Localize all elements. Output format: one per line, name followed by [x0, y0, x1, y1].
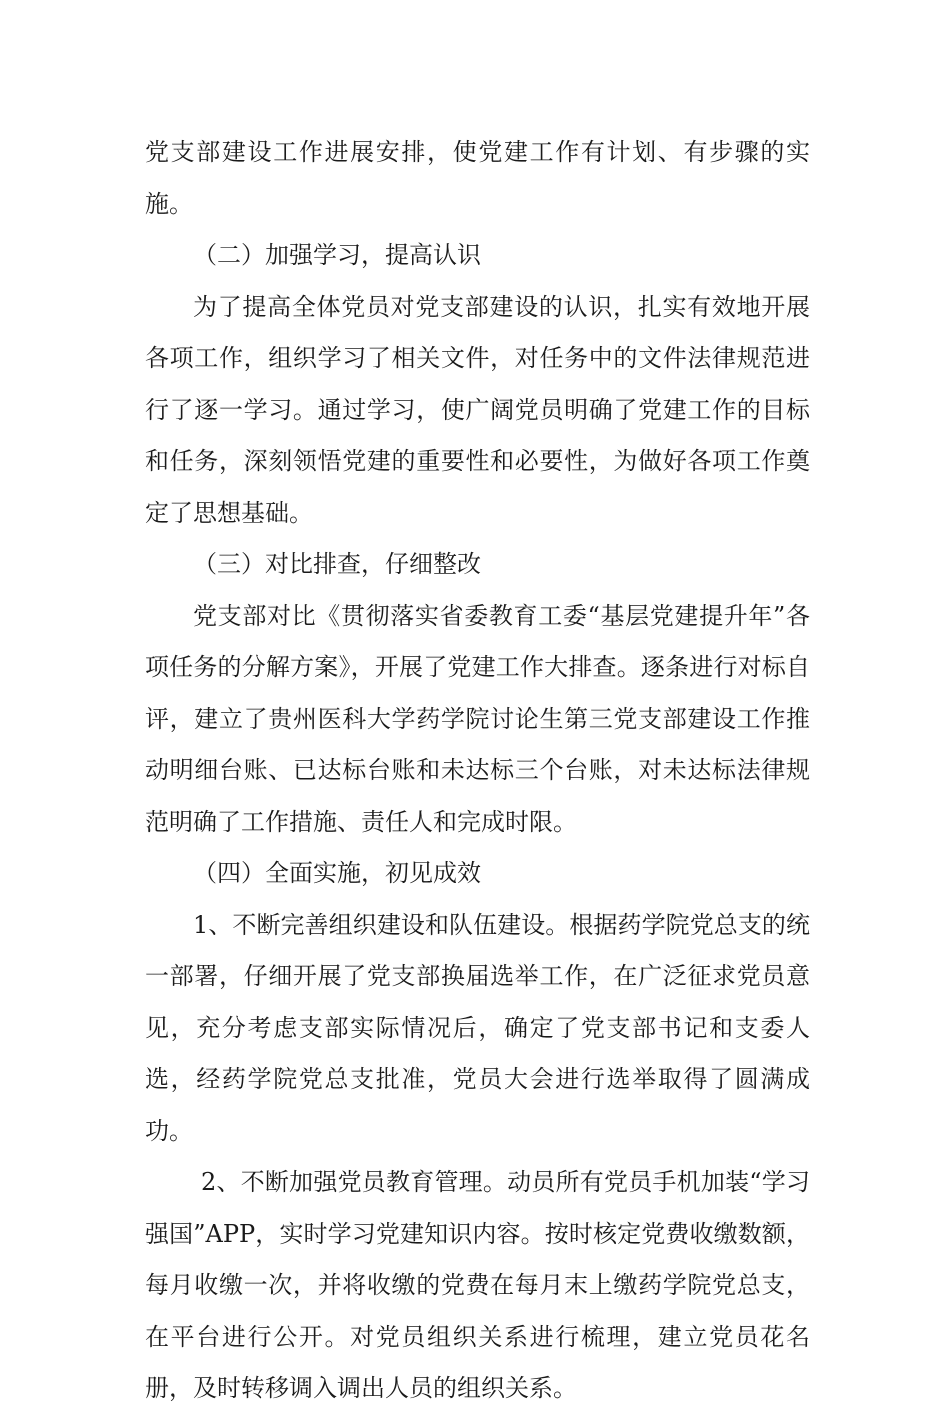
section-heading-3: （三）对比排查，仔细整改 [193, 550, 481, 578]
paragraph-organization: 1、不断完善组织建设和队伍建设。根据药学院党总支的统一部署，仔细开展了党支部换届选举工作，在广泛征求党员意见，充分考虑支部实际情况后，确定了党支部书记和支委人选，经药学院党总支批准，党员大会进行选举取得了圆满成功。 [145, 910, 810, 1145]
paragraph-inspection: 党支部对比《贯彻落实省委教育工委“基层党建提升年”各项任务的分解方案》，开展了党建工作大排查。逐条进行对标自评，建立了贵州医科大学药学院讨论生第三党支部建设工作推动明细台账、已达标台账和未达标三个台账，对未达标法律规范明确了工作措施、责任人和完成时限。 [145, 601, 810, 836]
section-heading-4: （四）全面实施，初见成效 [193, 859, 481, 887]
document-body [145, 127, 810, 1415]
paragraph-study: 为了提高全体党员对党支部建设的认识，扎实有效地开展各项工作，组织学习了相关文件，对任务中的文件法律规范进行了逐一学习。通过学习，使广阔党员明确了党建工作的目标和任务，深刻领悟党建的重要性和必要性，为做好各项工作奠定了思想基础。 [145, 292, 810, 527]
section-heading-2: （二）加强学习，提高认识 [193, 241, 481, 269]
continuation-paragraph: 党支部建设工作进展安排，使党建工作有计划、有步骤的实施。 [145, 138, 810, 218]
paragraph-education: 2、不断加强党员教育管理。动员所有党员手机加装“学习强国”APP，实时学习党建知识内容。按时核定党费收缴数额，每月收缴一次，并将收缴的党费在每月末上缴药学院党总支，在平台进行公开。对党员组织关系进行梳理，建立党员花名册，及时转移调入调出人员的组织关系。 [145, 1168, 810, 1402]
